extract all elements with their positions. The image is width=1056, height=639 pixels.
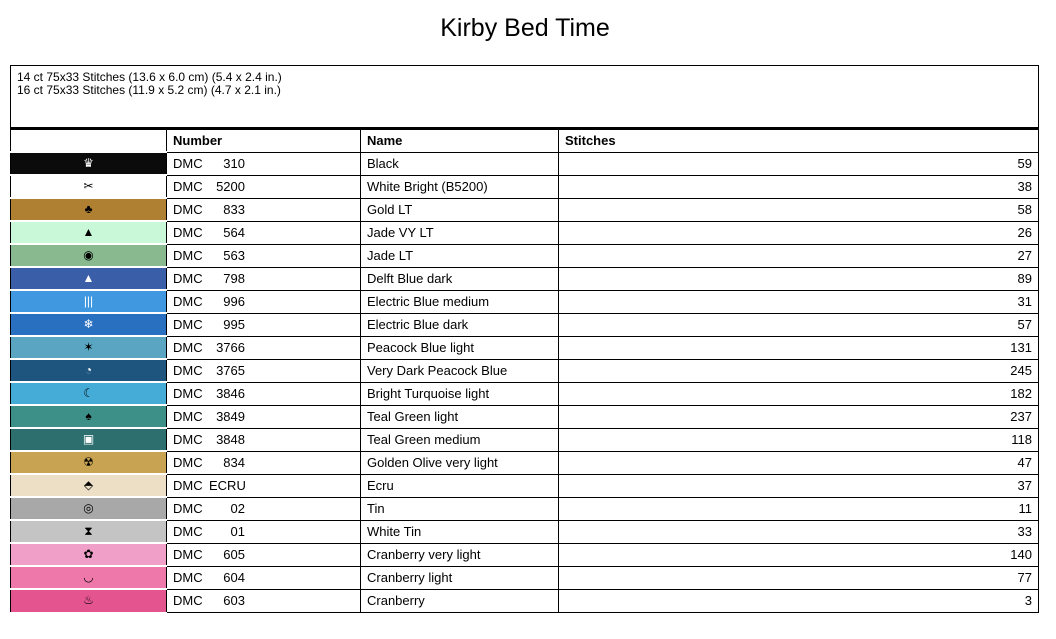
table-row <box>11 566 1039 589</box>
symbol-swatch <box>11 359 167 382</box>
symbol-swatch <box>11 474 167 497</box>
table-row <box>11 152 1039 175</box>
stitch-count: 11 <box>559 497 1039 520</box>
thread-number <box>167 244 361 267</box>
thread-name: Ecru <box>361 474 559 497</box>
thread-brand: DMC <box>173 409 203 425</box>
symbol-swatch <box>11 382 167 405</box>
thread-name: Cranberry light <box>361 566 559 589</box>
pie-circle-icon: ◔ <box>11 360 166 381</box>
thread-name: Cranberry <box>361 589 559 612</box>
thread-number <box>167 198 361 221</box>
symbol-swatch <box>11 428 167 451</box>
stitch-count: 38 <box>559 175 1039 198</box>
thread-brand: DMC <box>173 248 203 264</box>
stitch-count: 31 <box>559 290 1039 313</box>
stitch-count: 27 <box>559 244 1039 267</box>
thread-number <box>167 474 361 497</box>
stitch-count: 89 <box>559 267 1039 290</box>
header-number: Number <box>167 130 361 153</box>
table-row <box>11 267 1039 290</box>
symbol-swatch <box>11 543 167 566</box>
thread-name: Electric Blue dark <box>361 313 559 336</box>
header-symbol <box>11 130 167 153</box>
moon-icon: ☾ <box>11 383 166 404</box>
thread-code: 798 <box>223 271 245 287</box>
stitch-count: 33 <box>559 520 1039 543</box>
symbol-swatch <box>11 520 167 543</box>
thread-number <box>167 175 361 198</box>
flower-icon: ✿ <box>11 544 166 565</box>
symbol-swatch <box>11 221 167 244</box>
table-row <box>11 428 1039 451</box>
stitch-count: 26 <box>559 221 1039 244</box>
thread-code: 564 <box>223 225 245 241</box>
lamp-icon: ♨ <box>11 590 166 611</box>
thread-name: Teal Green medium <box>361 428 559 451</box>
symbol-swatch <box>11 589 167 612</box>
thread-brand: DMC <box>173 225 203 241</box>
thread-brand: DMC <box>173 271 203 287</box>
header-stitches: Stitches <box>559 130 1039 153</box>
table-row <box>11 543 1039 566</box>
thread-name: Jade LT <box>361 244 559 267</box>
table-row <box>11 474 1039 497</box>
thread-name: Bright Turquoise light <box>361 382 559 405</box>
table-row <box>11 290 1039 313</box>
hourglass-icon: ⧗ <box>11 521 166 542</box>
thread-code: 834 <box>223 455 245 471</box>
table-row <box>11 336 1039 359</box>
thread-code: 3846 <box>216 386 245 402</box>
stitch-count: 37 <box>559 474 1039 497</box>
thread-number <box>167 589 361 612</box>
table-row <box>11 589 1039 612</box>
thread-brand: DMC <box>173 317 203 333</box>
thread-code: 563 <box>223 248 245 264</box>
table-header-row <box>11 130 1039 153</box>
thread-name: Peacock Blue light <box>361 336 559 359</box>
thread-number <box>167 359 361 382</box>
table-row <box>11 359 1039 382</box>
thread-number <box>167 290 361 313</box>
urn-icon: ♛ <box>11 153 166 174</box>
thread-name: Jade VY LT <box>361 221 559 244</box>
thread-brand: DMC <box>173 547 203 563</box>
table-row <box>11 497 1039 520</box>
symbol-swatch <box>11 405 167 428</box>
thread-number <box>167 313 361 336</box>
symbol-swatch <box>11 566 167 589</box>
stitch-count: 47 <box>559 451 1039 474</box>
thread-number <box>167 520 361 543</box>
table-row <box>11 244 1039 267</box>
tree-icon: ♠ <box>11 406 166 427</box>
thread-name: Teal Green light <box>361 405 559 428</box>
page-title: Kirby Bed Time <box>440 14 610 42</box>
symbol-swatch <box>11 175 167 198</box>
thread-name: Electric Blue medium <box>361 290 559 313</box>
stitch-count: 237 <box>559 405 1039 428</box>
thread-legend-table <box>10 129 1039 613</box>
thread-number <box>167 543 361 566</box>
thread-brand: DMC <box>173 340 203 356</box>
thread-code: 604 <box>223 570 245 586</box>
triangle-icon: ▲ <box>11 268 166 289</box>
fabric-info-box <box>10 65 1039 129</box>
thread-brand: DMC <box>173 294 203 310</box>
thread-name: Delft Blue dark <box>361 267 559 290</box>
spiral-icon: ◎ <box>11 498 166 519</box>
thread-code: 02 <box>230 501 245 517</box>
thread-name: Very Dark Peacock Blue <box>361 359 559 382</box>
thread-code: 833 <box>223 202 245 218</box>
thread-number <box>167 405 361 428</box>
fabric-info-14ct: 14 ct 75x33 Stitches (13.6 x 6.0 cm) (5.4 x 2.4 in.) <box>17 70 282 84</box>
thread-number <box>167 152 361 175</box>
thread-brand: DMC <box>173 478 203 494</box>
symbol-swatch <box>11 336 167 359</box>
symbol-swatch <box>11 451 167 474</box>
diamond-split-icon: ⬘ <box>11 475 166 496</box>
scissors-icon: ✂ <box>11 176 166 197</box>
table-row <box>11 405 1039 428</box>
thread-code: 5200 <box>216 179 245 195</box>
table-row <box>11 198 1039 221</box>
thread-name: Tin <box>361 497 559 520</box>
thread-brand: DMC <box>173 593 203 609</box>
thread-brand: DMC <box>173 363 203 379</box>
symbol-swatch <box>11 267 167 290</box>
table-row <box>11 382 1039 405</box>
thread-number <box>167 221 361 244</box>
stitch-count: 140 <box>559 543 1039 566</box>
radiation-icon: ☢ <box>11 452 166 473</box>
thread-code: 605 <box>223 547 245 563</box>
thread-brand: DMC <box>173 570 203 586</box>
thread-name: Golden Olive very light <box>361 451 559 474</box>
thread-code: 310 <box>223 156 245 172</box>
square-dot-icon: ▣ <box>11 429 166 450</box>
thread-number <box>167 382 361 405</box>
thread-brand: DMC <box>173 156 203 172</box>
thread-name: Cranberry very light <box>361 543 559 566</box>
thread-name: Black <box>361 152 559 175</box>
thread-brand: DMC <box>173 179 203 195</box>
thread-brand: DMC <box>173 432 203 448</box>
table-row <box>11 175 1039 198</box>
table-row <box>11 221 1039 244</box>
thread-number <box>167 428 361 451</box>
swirl-icon: ◉ <box>11 245 166 266</box>
thread-brand: DMC <box>173 524 203 540</box>
table-row <box>11 520 1039 543</box>
thread-code: 01 <box>230 524 245 540</box>
stitch-count: 131 <box>559 336 1039 359</box>
stitch-count: 57 <box>559 313 1039 336</box>
bowl-icon: ◡ <box>11 567 166 588</box>
symbol-swatch <box>11 244 167 267</box>
thread-code: 603 <box>223 593 245 609</box>
stitch-count: 182 <box>559 382 1039 405</box>
symbol-swatch <box>11 290 167 313</box>
thread-code: 996 <box>223 294 245 310</box>
thread-code: 995 <box>223 317 245 333</box>
thread-name: Gold LT <box>361 198 559 221</box>
fabric-info-16ct: 16 ct 75x33 Stitches (11.9 x 5.2 cm) (4.7 x 2.1 in.) <box>17 83 281 97</box>
club-icon: ♣ <box>11 199 166 220</box>
thread-code: 3765 <box>216 363 245 379</box>
thread-code: 3766 <box>216 340 245 356</box>
stitch-count: 58 <box>559 198 1039 221</box>
thread-number <box>167 267 361 290</box>
symbol-swatch <box>11 313 167 336</box>
thread-name: White Tin <box>361 520 559 543</box>
thread-brand: DMC <box>173 501 203 517</box>
symbol-swatch <box>11 497 167 520</box>
stitch-count: 118 <box>559 428 1039 451</box>
stitch-count: 59 <box>559 152 1039 175</box>
stitch-count: 3 <box>559 589 1039 612</box>
thread-number <box>167 566 361 589</box>
table-row <box>11 313 1039 336</box>
table-row <box>11 451 1039 474</box>
thread-brand: DMC <box>173 455 203 471</box>
symbol-swatch <box>11 152 167 175</box>
thread-code: 3848 <box>216 432 245 448</box>
thread-number <box>167 336 361 359</box>
thread-code: 3849 <box>216 409 245 425</box>
star-icon: ✶ <box>11 337 166 358</box>
header-name: Name <box>361 130 559 153</box>
thread-brand: DMC <box>173 386 203 402</box>
dome-icon: ▲ <box>11 222 166 243</box>
symbol-swatch <box>11 198 167 221</box>
thread-code: ECRU <box>209 478 246 494</box>
thread-name: White Bright (B5200) <box>361 175 559 198</box>
stitch-count: 245 <box>559 359 1039 382</box>
bars-icon: ||| <box>11 291 166 312</box>
thread-brand: DMC <box>173 202 203 218</box>
thread-number <box>167 451 361 474</box>
snowflake-icon: ❄ <box>11 314 166 335</box>
thread-number <box>167 497 361 520</box>
stitch-count: 77 <box>559 566 1039 589</box>
